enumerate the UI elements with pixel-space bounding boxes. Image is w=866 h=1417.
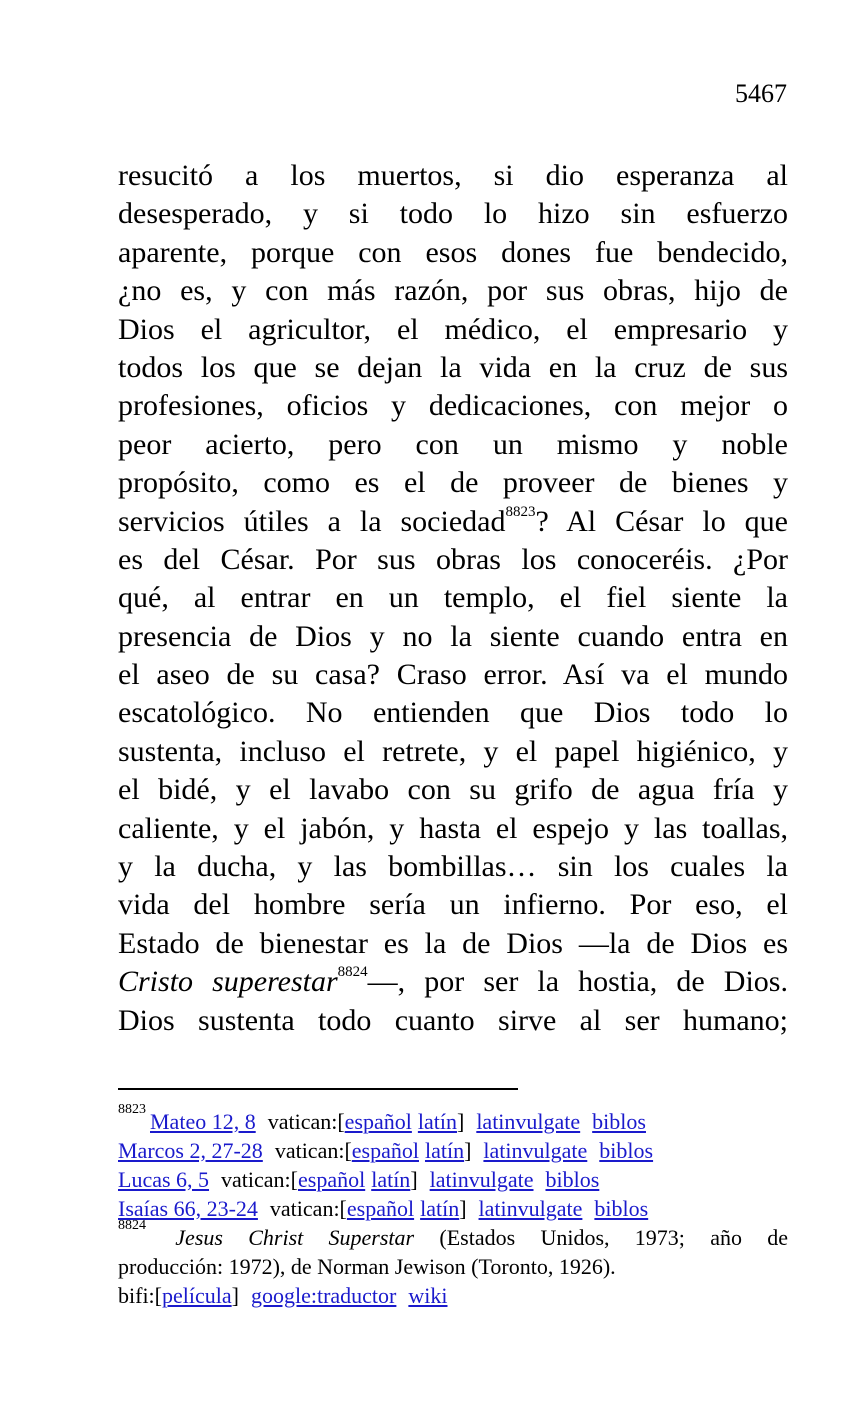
- footnote-ref-8824[interactable]: 8824: [337, 964, 368, 981]
- body-line: desesperado, y si todo lo hizo sin esfuerzo: [118, 197, 788, 231]
- footnote-separator: [118, 1088, 518, 1090]
- body-line: [118, 503, 788, 541]
- footnote-ref-8823[interactable]: 8823: [505, 503, 536, 520]
- footnote-8823-line: [118, 1102, 788, 1136]
- bifi-label: bifi:[: [118, 1283, 162, 1308]
- citation-link[interactable]: Isaías 66, 23-24: [118, 1196, 258, 1221]
- body-line: todos los que se dejan la vida en la cruz de sus: [118, 350, 788, 384]
- vatican-label: vatican:[: [221, 1167, 298, 1192]
- latin-link[interactable]: latín: [424, 1138, 465, 1163]
- espanol-link[interactable]: español: [346, 1196, 415, 1221]
- vatican-label: vatican:[: [267, 1109, 345, 1134]
- biblos-link[interactable]: biblos: [545, 1167, 600, 1192]
- body-line: es del César. Por sus obras los conoceréis. ¿Por: [118, 542, 788, 576]
- film-title: Jesus Christ Superstar: [175, 1225, 415, 1250]
- biblos-link[interactable]: biblos: [599, 1138, 654, 1163]
- latin-link[interactable]: latín: [417, 1109, 457, 1134]
- espanol-link[interactable]: español: [351, 1138, 419, 1163]
- body-line: y la ducha, y las bombillas… sin los cuales la: [118, 850, 788, 884]
- wiki-link[interactable]: wiki: [408, 1283, 448, 1308]
- body-line: presencia de Dios y no la siente cuando entra en: [118, 619, 788, 653]
- bracket-close: ]: [456, 1109, 465, 1134]
- bracket-close: ]: [459, 1196, 467, 1221]
- body-line: sustenta, incluso el retrete, y el papel higiénico, y: [118, 734, 788, 768]
- footnote-8823-line: [118, 1136, 788, 1165]
- body-line: Estado de bienestar es la de Dios —la de Dios es: [118, 926, 788, 960]
- body-line: profesiones, oficios y dedicaciones, con mejor o: [118, 389, 788, 423]
- footnote-8824-line: [118, 1281, 788, 1310]
- footnote-8824-line: producción: 1972), de Norman Jewison (Toronto, 1926).: [118, 1254, 616, 1279]
- body-line: Dios sustenta todo cuanto sirve al ser humano;: [118, 1003, 788, 1037]
- citation-link[interactable]: Mateo 12, 8: [150, 1109, 256, 1134]
- google-traductor-link[interactable]: google:traductor: [250, 1283, 397, 1308]
- vatican-label: vatican:[: [269, 1196, 347, 1221]
- body-line: propósito, como es el de proveer de bienes y: [118, 466, 788, 500]
- pelicula-link[interactable]: película: [162, 1283, 232, 1308]
- body-line: peor acierto, pero con un mismo y noble: [118, 427, 788, 461]
- body-line: el bidé, y el lavabo con su grifo de agua fría y: [118, 773, 788, 807]
- body-line: resucitó a los muertos, si dio esperanza al: [118, 159, 788, 192]
- biblos-link[interactable]: biblos: [594, 1196, 649, 1221]
- body-line: Dios el agricultor, el médico, el empresario y: [118, 312, 788, 346]
- latinvulgate-link[interactable]: latinvulgate: [476, 1109, 581, 1134]
- body-line: vida del hombre sería un infierno. Por eso, el: [118, 888, 788, 922]
- footnote-8824-line: [118, 1218, 789, 1252]
- film-title-italic: Cristo superestar: [118, 965, 338, 999]
- body-line: aparente, porque con esos dones fue bendecido,: [118, 235, 788, 269]
- body-line: [118, 963, 788, 1001]
- latin-link[interactable]: latín: [420, 1196, 460, 1221]
- citation-link[interactable]: Marcos 2, 27-28: [118, 1138, 263, 1163]
- latin-link[interactable]: latín: [371, 1167, 411, 1192]
- footnote-8823-line: [118, 1194, 788, 1223]
- body-line: caliente, y el jabón, y hasta el espejo y las toallas,: [118, 811, 788, 845]
- footnote-marker: 8824: [118, 1218, 146, 1233]
- espanol-link[interactable]: español: [344, 1109, 412, 1134]
- footnotes: [118, 1102, 789, 1310]
- body-text-fragment: servicios útiles a la sociedad: [118, 504, 506, 538]
- body-line: escatológico. No entienden que Dios todo lo: [118, 696, 788, 730]
- body-line: ¿no es, y con más razón, por sus obras, hijo de: [118, 274, 788, 308]
- bracket-close: ]: [410, 1167, 418, 1192]
- espanol-link[interactable]: español: [298, 1167, 366, 1192]
- page-number: 5467: [735, 79, 787, 108]
- body-line: el aseo de su casa? Craso error. Así va el mundo: [118, 658, 788, 692]
- bracket-close: ]: [464, 1138, 472, 1163]
- footnote-8823-line: [118, 1165, 788, 1194]
- body-text-fragment: —, por ser la hostia, de Dios.: [367, 965, 788, 999]
- body-text-fragment: ? Al César lo que: [535, 504, 788, 538]
- latinvulgate-link[interactable]: latinvulgate: [478, 1196, 583, 1221]
- latinvulgate-link[interactable]: latinvulgate: [429, 1167, 534, 1192]
- biblos-link[interactable]: biblos: [592, 1109, 646, 1134]
- citation-link[interactable]: Lucas 6, 5: [118, 1167, 210, 1192]
- footnote-text: (Estados Unidos, 1973; año de: [414, 1225, 789, 1250]
- vatican-label: vatican:[: [274, 1138, 352, 1163]
- footnote-marker: 8823: [118, 1102, 146, 1117]
- body-text: [118, 157, 788, 1040]
- bracket-close: ]: [231, 1283, 239, 1308]
- body-line: qué, al entrar en un templo, el fiel siente la: [118, 581, 788, 615]
- latinvulgate-link[interactable]: latinvulgate: [483, 1138, 588, 1163]
